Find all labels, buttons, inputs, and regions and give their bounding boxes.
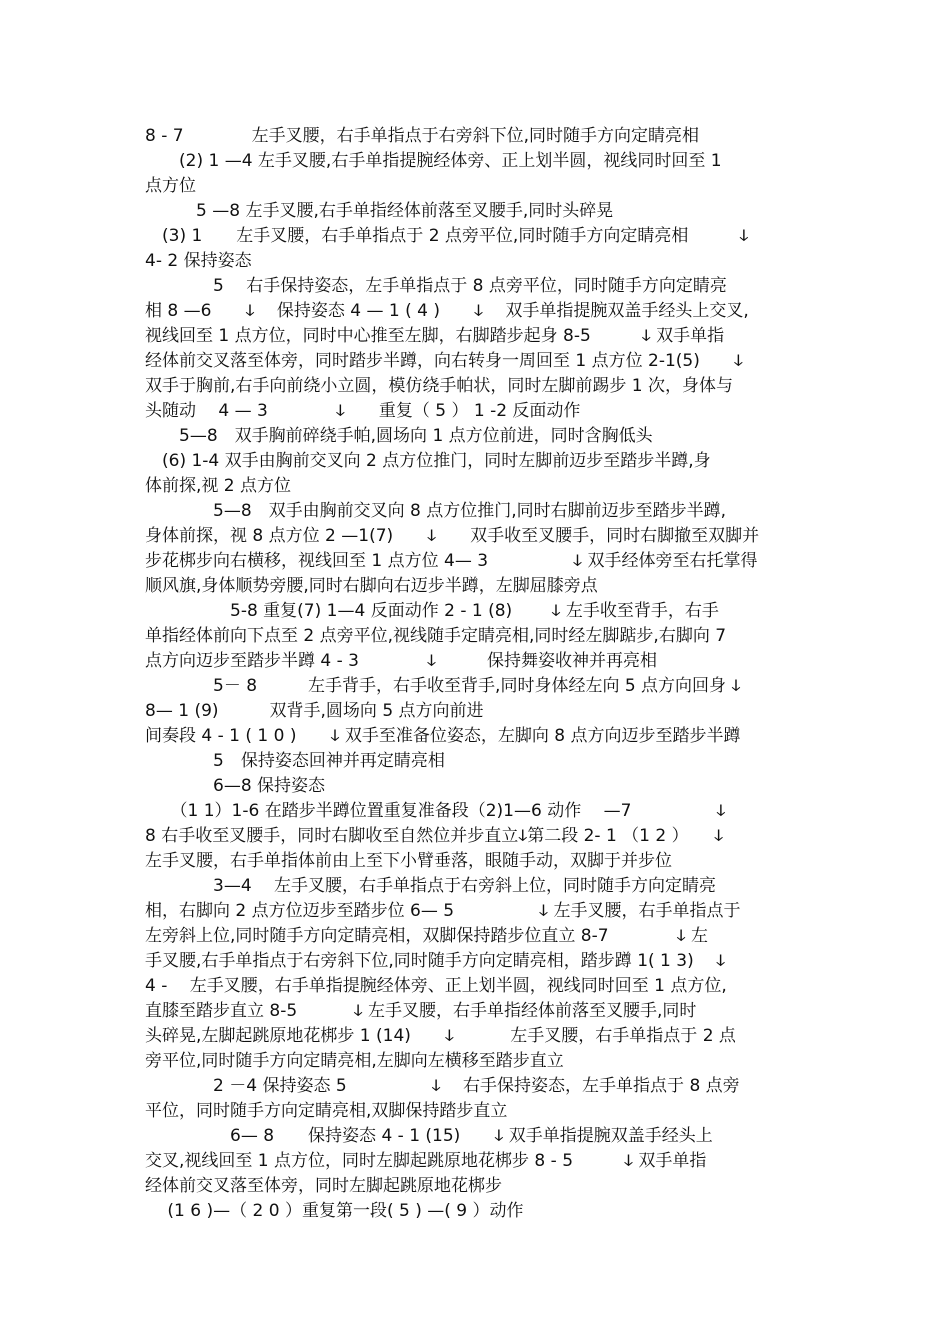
text-line: 5－ 8 左手背手，右手收至背手,同时身体经左向 5 点方向回身 ↆ — [145, 676, 741, 696]
text-line: 视线回至 1 点方位，同时中心推至左脚，右脚踏步起身 8-5 ↆ 双手单指 — [145, 326, 725, 346]
text-line: 身体前探，视 8 点方位 2 —1(7) ↆ 双手收至叉腰手，同时右脚撤至双脚并 — [145, 526, 760, 546]
text-line: 顺风旗,身体顺势旁腰,同时右脚向右迈步半蹲，左脚屈膝旁点 — [145, 576, 598, 596]
text-line: 平位，同时随手方向定睛亮相,双脚保持踏步直立 — [145, 1101, 508, 1121]
text-line: 双手于胸前,右手向前绕小立圆，模仿绕手帕状，同时左脚前踢步 1 次，身体与 — [145, 376, 734, 396]
text-line: 5—8 双手由胸前交叉向 8 点方位推门,同时右脚前迈步至踏步半蹲, — [145, 501, 727, 521]
text-line: 经体前交叉落至体旁，同时左脚起跳原地花梆步 — [145, 1176, 502, 1196]
text-line: 头随动 4 — 3 ↆ 重复（ 5 ） 1 -2 反面动作 — [145, 401, 581, 421]
text-line: 间奏段 4 - 1 ( 1 0 ) ↆ 双手至准备位姿态，左脚向 8 点方向迈步至踏步半蹲 — [145, 726, 741, 746]
text-line: 体前探,视 2 点方位 — [145, 476, 292, 496]
text-line: 8 - 7 左手叉腰，右手单指点于右旁斜下位,同时随手方向定睛亮相 — [145, 126, 699, 146]
text-line: 左旁斜上位,同时随手方向定睛亮相，双脚保持踏步位直立 8-7 ↆ 左 — [145, 926, 708, 946]
text-line: (2) 1 —4 左手叉腰,右手单指提腕经体旁、正上划半圆，视线同时回至 1 — [145, 151, 722, 171]
text-line: 4 - 左手叉腰，右手单指提腕经体旁、正上划半圆，视线同时回至 1 点方位, — [145, 976, 727, 996]
text-line: 点方向迈步至踏步半蹲 4 - 3 ↆ 保持舞姿收神并再亮相 — [145, 651, 657, 671]
text-line: 交叉,视线回至 1 点方位，同时左脚起跳原地花梆步 8 - 5 ↆ 双手单指 — [145, 1151, 707, 1171]
text-line: 2 －4 保持姿态 5 ↆ 右手保持姿态，左手单指点于 8 点旁 — [145, 1076, 740, 1096]
text-line: 8— 1 (9) 双背手,圆场向 5 点方向前进 — [145, 701, 484, 721]
text-line: 直膝至踏步直立 8-5 ↆ 左手叉腰，右手单指经体前落至叉腰手,同时 — [145, 1001, 697, 1021]
text-line: 点方位 — [145, 176, 196, 196]
text-line: 头碎晃,左脚起跳原地花梆步 1 (14) ↆ 左手叉腰，右手单指点于 2 点 — [145, 1026, 736, 1046]
text-line: 4- 2 保持姿态 — [145, 251, 252, 271]
text-line: 5 —8 左手叉腰,右手单指经体前落至叉腰手,同时头碎晃 — [145, 201, 614, 221]
text-line: 8 右手收至叉腰手，同时右脚收至自然位并步直立ↆ第二段 2- 1 （1 2 ） ↆ — [145, 826, 724, 846]
text-line: 5 保持姿态回神并再定睛亮相 — [145, 751, 445, 771]
text-line: (6) 1-4 双手由胸前交叉向 2 点方位推门，同时左脚前迈步至踏步半蹲,身 — [145, 451, 711, 471]
text-line: 3—4 左手叉腰，右手单指点于右旁斜上位，同时随手方向定睛亮 — [145, 876, 717, 896]
text-line: 相 8 —6 ↆ 保持姿态 4 — 1 ( 4 ) ↆ 双手单指提腕双盖手经头上交叉, — [145, 301, 749, 321]
text-line: （1 1）1-6 在踏步半蹲位置重复准备段（2)1—6 动作 —7 ↆ — [145, 801, 726, 821]
text-line: (3) 1 左手叉腰，右手单指点于 2 点旁平位,同时随手方向定睛亮相 ↆ — [145, 226, 749, 246]
text-line: 相，右脚向 2 点方位迈步至踏步位 6— 5 ↆ 左手叉腰，右手单指点于 — [145, 901, 741, 921]
text-line: 5 右手保持姿态，左手单指点于 8 点旁平位，同时随手方向定睛亮 — [145, 276, 727, 296]
text-line: 旁平位,同时随手方向定睛亮相,左脚向左横移至踏步直立 — [145, 1051, 564, 1071]
text-line: 6— 8 保持姿态 4 - 1 (15) ↆ 双手单指提腕双盖手经头上 — [145, 1126, 713, 1146]
text-line: 手叉腰,右手单指点于右旁斜下位,同时随手方向定睛亮相，踏步蹲 1( 1 3) ↆ — [145, 951, 726, 971]
text-line: 步花梆步向右横移，视线回至 1 点方位 4— 3 ↆ 双手经体旁至右托掌得 — [145, 551, 758, 571]
text-line: 5—8 双手胸前碎绕手帕,圆场向 1 点方位前进，同时含胸低头 — [145, 426, 653, 446]
text-line: 5-8 重复(7) 1—4 反面动作 2 - 1 (8) ↆ 左手收至背手，右手 — [145, 601, 719, 621]
text-line: 6—8 保持姿态 — [145, 776, 326, 796]
text-line: 左手叉腰，右手单指体前由上至下小臂垂落，眼随手动，双脚于并步位 — [145, 851, 672, 871]
text-line: 单指经体前向下点至 2 点旁平位,视线随手定睛亮相,同时经左脚踮步,右脚向 7 — [145, 626, 727, 646]
text-line: 经体前交叉落至体旁，同时踏步半蹲，向右转身一周回至 1 点方位 2-1(5) ↆ — [145, 351, 743, 371]
text-line: (1 6 )—（ 2 0 ）重复第一段( 5 ) —( 9 ）动作 — [145, 1201, 524, 1221]
